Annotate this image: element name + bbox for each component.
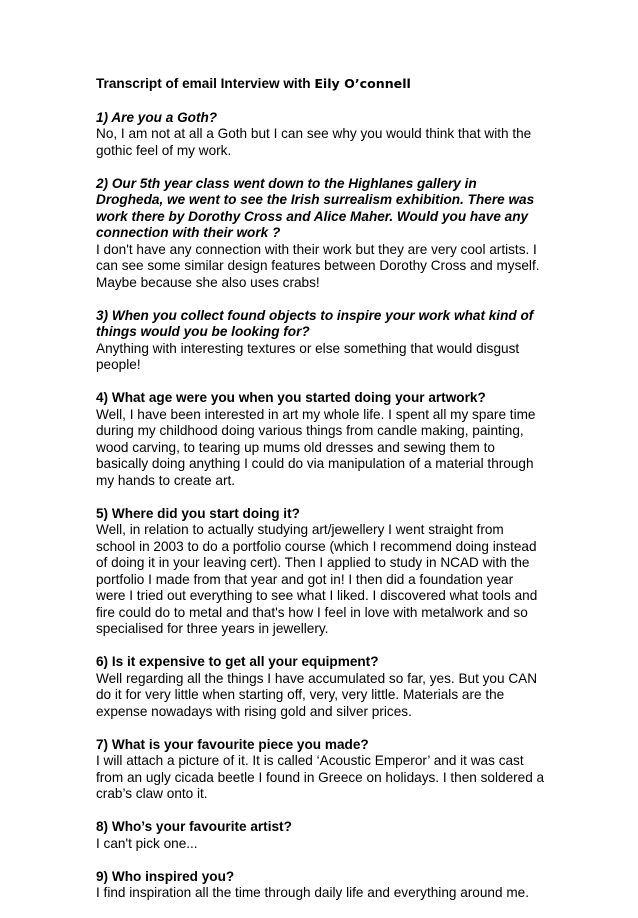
qa-item-3 xyxy=(96,308,546,374)
answer-7: I will attach a picture of it. It is called ‘Acoustic Emperor’ and it was cast from an ugly cicada beetle I found in Greece on holidays. I then soldered a crab’s claw onto it. xyxy=(96,753,545,801)
answer-3: Anything with interesting textures or else something that would disgust people! xyxy=(96,340,520,372)
qa-item-1 xyxy=(96,110,546,160)
answer-1: No, I am not at all a Goth but I can see why you would think that with the gothic feel of my work. xyxy=(96,126,532,158)
question-4: 4) What age were you when you started doing your artwork? xyxy=(96,390,486,405)
document-title xyxy=(96,76,546,93)
qa-item-7 xyxy=(96,737,546,803)
answer-5: Well, in relation to actually studying art/jewellery I went straight from school in 2003 to do a portfolio course (which I recommend doing instead of doing it in your leaving cert). Then I applied to study in NCAD with the portfolio I made from that year and got in! I then did a foundation year were I tried out everything to see what I liked. I discovered what tools and fire could do to metal and that's how I feel in love with metalwork and so specialised for three years in jewellery. xyxy=(96,522,538,636)
qa-item-5 xyxy=(96,506,546,638)
question-1: 1) Are you a Goth? xyxy=(96,109,218,125)
question-5: 5) Where did you start doing it? xyxy=(96,505,300,521)
answer-8: I can't pick one... xyxy=(96,835,198,851)
question-7: 7) What is your favourite piece you made? xyxy=(96,736,369,752)
question-3: 3) When you collect found objects to inspire your work what kind of things would you be looking for? xyxy=(96,307,534,339)
document-page xyxy=(96,76,546,918)
qa-item-4 xyxy=(96,390,546,489)
question-2: 2) Our 5th year class went down to the Highlanes gallery in Drogheda, we went to see the Irish surrealism exhibition. There was work there by Dorothy Cross and Alice Maher. Would you have any connection with their work ? xyxy=(96,175,535,240)
qa-item-2 xyxy=(96,176,546,292)
question-8: 8) Who’s your favourite artist? xyxy=(96,819,292,834)
question-6: 6) Is it expensive to get all your equipment? xyxy=(96,654,379,669)
qa-item-8 xyxy=(96,819,546,852)
title-prefix: Transcript of email Interview with xyxy=(96,76,315,91)
answer-2: I don't have any connection with their work but they are very cool artists. I can see some similar design features between Dorothy Cross and myself. Maybe because she also uses crabs! xyxy=(96,241,540,290)
question-9: 9) Who inspired you? xyxy=(96,868,235,884)
qa-item-9 xyxy=(96,869,546,902)
answer-4: Well, I have been interested in art my whole life. I spent all my spare time during my childhood doing various things from candle making, painting, wood carving, to tearing up mums old dresses and sewing them to basically doing anything I could do via manipulation of a material through my hands to create art. xyxy=(96,406,536,488)
answer-9: I find inspiration all the time through daily life and everything around me. xyxy=(96,885,529,900)
interviewee-name: Eily O’connell xyxy=(314,76,411,91)
qa-item-6 xyxy=(96,654,546,720)
answer-6: Well regarding all the things I have accumulated so far, yes. But you CAN do it for very little when starting off, very, very little. Materials are the expense nowadays with rising gold and silver prices. xyxy=(96,670,538,719)
